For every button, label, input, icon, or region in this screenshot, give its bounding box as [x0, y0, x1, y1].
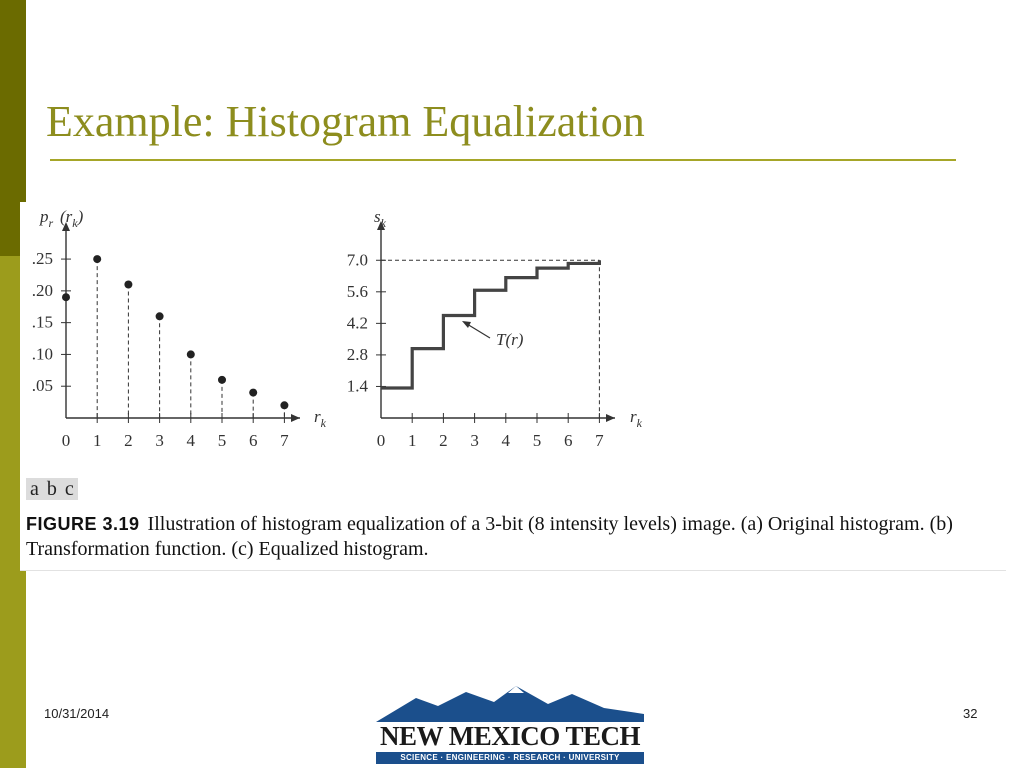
y-axis-label: $s_k$: [374, 207, 386, 230]
mountain-icon: [376, 684, 644, 724]
x-tick-label: 3: [470, 431, 479, 450]
x-tick-label: 7: [595, 431, 604, 450]
footer-page-number: 32: [963, 706, 978, 721]
y-tick-label: 1.4: [346, 376, 368, 396]
panel-label-a: a: [30, 478, 39, 500]
x-axis-label: $r_k$: [314, 407, 326, 430]
annotation-arrowhead: [462, 321, 471, 328]
data-point: [62, 293, 70, 301]
new-mexico-tech-logo: [376, 684, 644, 768]
annotation-arrow-line: [467, 324, 490, 338]
y-tick-label: .25: [31, 249, 53, 269]
data-point: [93, 255, 101, 263]
x-tick-label: 3: [155, 431, 164, 450]
x-tick-label: 6: [563, 431, 573, 450]
x-axis-arrow: [291, 414, 300, 422]
x-tick-label: 2: [439, 431, 448, 450]
y-tick-label: .15: [31, 312, 53, 332]
panel-label-b: b: [46, 478, 57, 500]
panel-label-c: c: [64, 478, 74, 500]
x-tick-label: 1: [407, 431, 417, 450]
y-tick-label: 4.2: [346, 313, 368, 333]
figure-caption: [26, 512, 1011, 562]
x-axis-label: $r_k$: [630, 407, 642, 430]
data-point: [280, 401, 288, 409]
x-tick-label: 4: [186, 431, 196, 450]
data-point: [218, 376, 226, 384]
transformation-step-line: [381, 260, 599, 388]
data-point: [156, 312, 164, 320]
logo-name: NEW MEXICO TECH: [379, 721, 641, 751]
y-tick-label: 5.6: [346, 281, 368, 301]
data-point: [249, 389, 257, 397]
x-tick-label: 0: [61, 431, 71, 450]
x-tick-label: 1: [92, 431, 102, 450]
caption-figure-number: FIGURE 3.19: [26, 514, 140, 534]
y-tick-label: .20: [31, 280, 53, 300]
y-tick-label: 2.8: [346, 344, 368, 364]
footer-date: 10/31/2014: [44, 706, 110, 721]
y-axis-label: $p_r$: [40, 207, 54, 230]
logo-tagline: SCIENCE · ENGINEERING · RESEARCH · UNIVERSITY: [376, 752, 644, 764]
y-tick-label: .10: [31, 344, 53, 364]
x-tick-label: 2: [124, 431, 133, 450]
y-tick-label: .05: [31, 376, 53, 396]
x-tick-label: 4: [501, 431, 511, 450]
x-tick-label: 5: [217, 431, 227, 450]
y-axis-label-arg: $(r_k)$: [60, 207, 84, 230]
x-axis-arrow: [606, 414, 615, 422]
caption-text: Illustration of histogram equalization of a 3-bit (8 intensity levels) image. (a) Original histogram. (b) Transformation function. (c) Equalized histogram.: [26, 513, 953, 560]
histogram-chart: [32, 207, 327, 450]
y-tick-label: 7.0: [346, 250, 368, 270]
data-point: [124, 281, 132, 289]
data-point: [187, 350, 195, 358]
x-tick-label: 0: [376, 431, 386, 450]
transformation-annotation: T(r): [496, 330, 524, 349]
transformation-chart: [347, 207, 643, 450]
panel-labels: [26, 478, 78, 500]
x-tick-label: 6: [248, 431, 258, 450]
x-tick-label: 5: [532, 431, 542, 450]
x-tick-label: 7: [280, 431, 289, 450]
slide-title: Example: Histogram Equalization: [46, 97, 645, 146]
